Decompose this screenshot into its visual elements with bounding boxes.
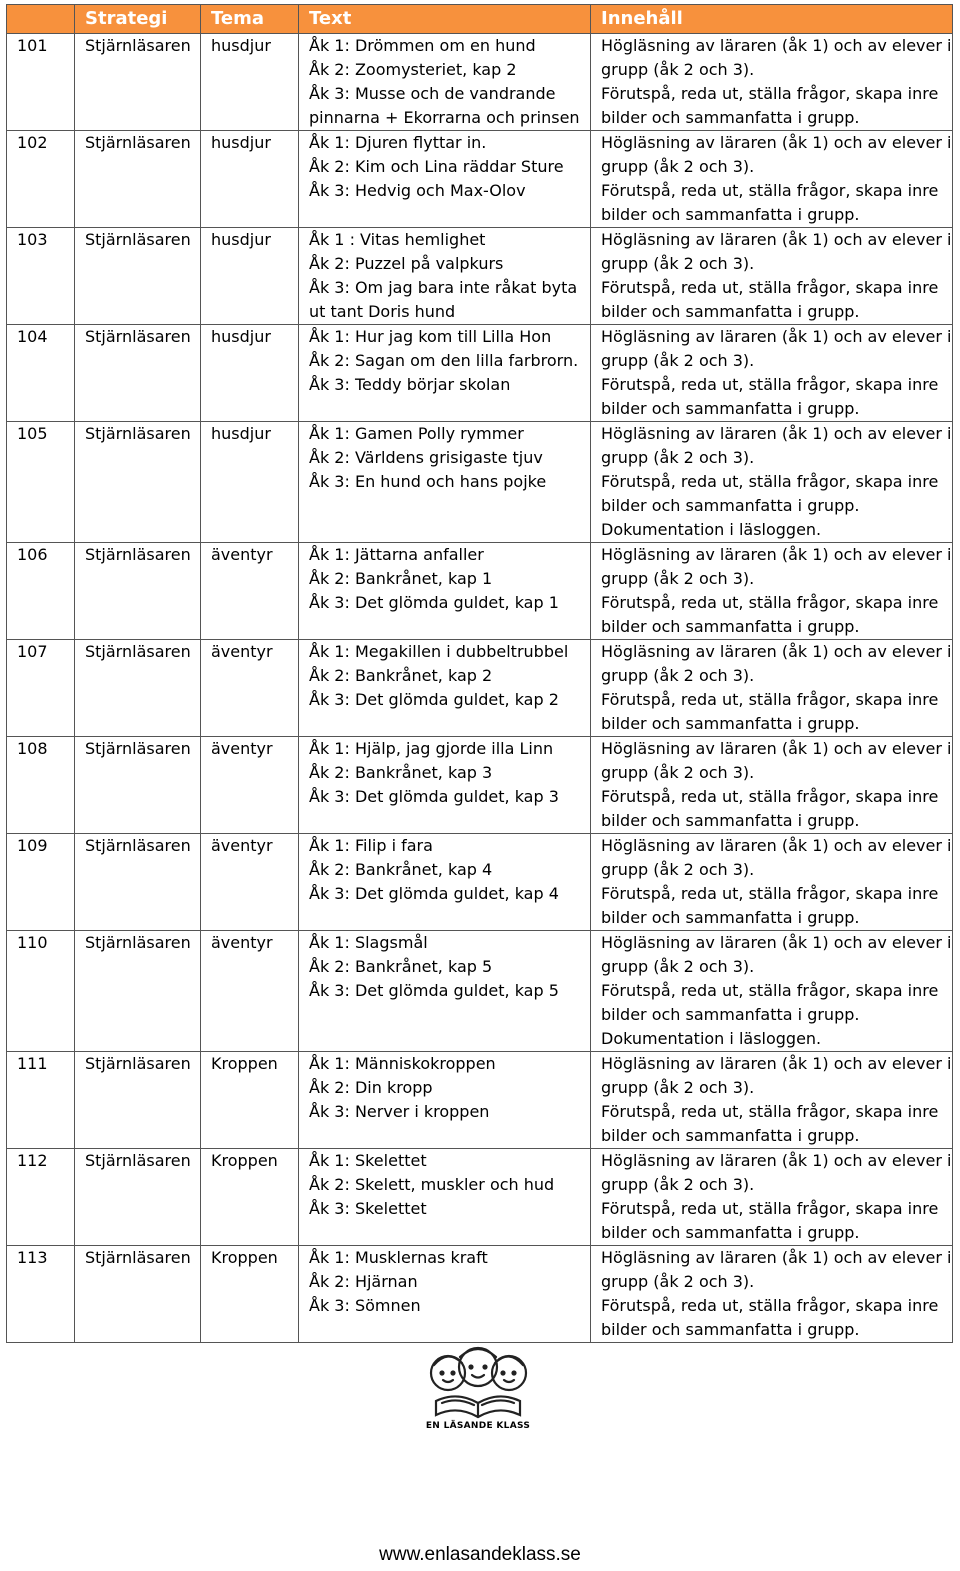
content-line: grupp (åk 2 och 3). — [601, 448, 755, 467]
text-line: Åk 3: Det glömda guldet, kap 2 — [309, 690, 559, 709]
content-line: Förutspå, reda ut, ställa frågor, skapa inre — [601, 472, 939, 491]
row-number: 101 — [7, 34, 75, 131]
content-line: Högläsning av läraren (åk 1) och av elever i — [601, 230, 952, 249]
row-number: 112 — [7, 1149, 75, 1246]
header-tema: Tema — [201, 5, 299, 34]
content-line: Förutspå, reda ut, ställa frågor, skapa inre — [601, 884, 939, 903]
text-line: Åk 2: Skelett, muskler och hud — [309, 1175, 555, 1194]
content-line: Förutspå, reda ut, ställa frågor, skapa inre — [601, 181, 939, 200]
text-line: Åk 2: Världens grisigaste tjuv — [309, 448, 543, 467]
content-line: Förutspå, reda ut, ställa frågor, skapa inre — [601, 690, 939, 709]
content-line: grupp (åk 2 och 3). — [601, 1272, 755, 1291]
content-line: Högläsning av läraren (åk 1) och av elever i — [601, 739, 952, 758]
content-line: grupp (åk 2 och 3). — [601, 957, 755, 976]
text-line: Åk 1: Skelettet — [309, 1151, 427, 1170]
row-strategi: Stjärnläsaren — [75, 422, 201, 543]
text-line: Åk 3: Nerver i kroppen — [309, 1102, 490, 1121]
row-strategi: Stjärnläsaren — [75, 1246, 201, 1343]
content-line: grupp (åk 2 och 3). — [601, 666, 755, 685]
table-row — [7, 543, 953, 640]
content-line: grupp (åk 2 och 3). — [601, 860, 755, 879]
content-line: grupp (åk 2 och 3). — [601, 1175, 755, 1194]
row-innehall — [591, 131, 953, 228]
content-line: bilder och sammanfatta i grupp. — [601, 1126, 860, 1145]
footer-url: www.enlasandeklass.se — [379, 1544, 581, 1565]
text-line: Åk 1: Hjälp, jag gjorde illa Linn — [309, 739, 554, 758]
row-number: 111 — [7, 1052, 75, 1149]
row-number: 105 — [7, 422, 75, 543]
content-line: Högläsning av läraren (åk 1) och av elever i — [601, 642, 952, 661]
text-line: Åk 3: Det glömda guldet, kap 3 — [309, 787, 559, 806]
row-innehall — [591, 1246, 953, 1343]
content-line: Högläsning av läraren (åk 1) och av elever i — [601, 1151, 952, 1170]
row-text — [299, 131, 591, 228]
row-text — [299, 1246, 591, 1343]
table-row — [7, 131, 953, 228]
text-line: Åk 1: Gamen Polly rymmer — [309, 424, 524, 443]
table-row — [7, 1246, 953, 1343]
row-tema: husdjur — [201, 131, 299, 228]
row-text — [299, 543, 591, 640]
text-line: Åk 2: Bankrånet, kap 3 — [309, 763, 493, 782]
content-line: Förutspå, reda ut, ställa frågor, skapa inre — [601, 375, 939, 394]
content-line: Högläsning av läraren (åk 1) och av elever i — [601, 836, 952, 855]
row-strategi: Stjärnläsaren — [75, 640, 201, 737]
row-strategi: Stjärnläsaren — [75, 1052, 201, 1149]
row-tema: äventyr — [201, 931, 299, 1052]
content-line: Högläsning av läraren (åk 1) och av elever i — [601, 1054, 952, 1073]
row-strategi: Stjärnläsaren — [75, 543, 201, 640]
table-row — [7, 422, 953, 543]
text-line: Åk 2: Bankrånet, kap 2 — [309, 666, 493, 685]
text-line: Åk 1: Drömmen om en hund — [309, 36, 536, 55]
content-line: Förutspå, reda ut, ställa frågor, skapa inre — [601, 787, 939, 806]
row-innehall — [591, 543, 953, 640]
content-line: Högläsning av läraren (åk 1) och av elever i — [601, 933, 952, 952]
text-line: Åk 3: Skelettet — [309, 1199, 427, 1218]
row-innehall — [591, 34, 953, 131]
row-number: 104 — [7, 325, 75, 422]
content-line: Dokumentation i läsloggen. — [601, 1029, 822, 1048]
text-line: Åk 3: Teddy börjar skolan — [309, 375, 511, 394]
text-line: Åk 2: Puzzel på valpkurs — [309, 254, 504, 273]
row-strategi: Stjärnläsaren — [75, 131, 201, 228]
row-text — [299, 834, 591, 931]
text-line: Åk 1: Djuren flyttar in. — [309, 133, 487, 152]
content-line: grupp (åk 2 och 3). — [601, 1078, 755, 1097]
row-strategi: Stjärnläsaren — [75, 34, 201, 131]
text-line: Åk 2: Zoomysteriet, kap 2 — [309, 60, 517, 79]
content-line: Högläsning av läraren (åk 1) och av elever i — [601, 36, 952, 55]
content-line: bilder och sammanfatta i grupp. — [601, 108, 860, 127]
text-line: Åk 2: Bankrånet, kap 1 — [309, 569, 493, 588]
content-line: Högläsning av läraren (åk 1) och av elever i — [601, 133, 952, 152]
row-text — [299, 1149, 591, 1246]
content-line: bilder och sammanfatta i grupp. — [601, 496, 860, 515]
table-row — [7, 834, 953, 931]
text-line: Åk 3: Sömnen — [309, 1296, 421, 1315]
row-innehall — [591, 1149, 953, 1246]
content-line: Högläsning av läraren (åk 1) och av elever i — [601, 327, 952, 346]
text-line: Åk 2: Hjärnan — [309, 1272, 418, 1291]
row-text — [299, 931, 591, 1052]
table-row — [7, 228, 953, 325]
row-innehall — [591, 834, 953, 931]
text-line: Åk 1: Slagsmål — [309, 933, 428, 952]
content-line: Förutspå, reda ut, ställa frågor, skapa inre — [601, 1296, 939, 1315]
row-number: 110 — [7, 931, 75, 1052]
row-number: 103 — [7, 228, 75, 325]
table-row — [7, 640, 953, 737]
content-line: bilder och sammanfatta i grupp. — [601, 617, 860, 636]
table-row — [7, 737, 953, 834]
text-line: pinnarna + Ekorrarna och prinsen — [309, 108, 580, 127]
table-row — [7, 1149, 953, 1246]
content-line: grupp (åk 2 och 3). — [601, 569, 755, 588]
row-number: 107 — [7, 640, 75, 737]
row-tema: Kroppen — [201, 1149, 299, 1246]
row-tema: äventyr — [201, 834, 299, 931]
content-line: bilder och sammanfatta i grupp. — [601, 205, 860, 224]
row-strategi: Stjärnläsaren — [75, 1149, 201, 1246]
table-row — [7, 34, 953, 131]
content-line: grupp (åk 2 och 3). — [601, 60, 755, 79]
text-line: Åk 2: Sagan om den lilla farbrorn. — [309, 351, 579, 370]
content-line: bilder och sammanfatta i grupp. — [601, 714, 860, 733]
content-line: Förutspå, reda ut, ställa frågor, skapa inre — [601, 1199, 939, 1218]
row-number: 108 — [7, 737, 75, 834]
text-line: Åk 1: Musklernas kraft — [309, 1248, 488, 1267]
content-line: bilder och sammanfatta i grupp. — [601, 1005, 860, 1024]
text-line: Åk 3: Hedvig och Max-Olov — [309, 181, 526, 200]
row-text — [299, 34, 591, 131]
text-line: Åk 3: Om jag bara inte råkat byta — [309, 278, 578, 297]
row-text — [299, 737, 591, 834]
row-text — [299, 325, 591, 422]
row-number: 102 — [7, 131, 75, 228]
row-tema: Kroppen — [201, 1246, 299, 1343]
header-text: Text — [299, 5, 591, 34]
header-innehall: Innehåll — [591, 5, 953, 34]
row-strategi: Stjärnläsaren — [75, 228, 201, 325]
row-strategi: Stjärnläsaren — [75, 834, 201, 931]
row-tema: Kroppen — [201, 1052, 299, 1149]
row-innehall — [591, 737, 953, 834]
row-innehall — [591, 422, 953, 543]
text-line: Åk 2: Bankrånet, kap 4 — [309, 860, 493, 879]
text-line: Åk 3: En hund och hans pojke — [309, 472, 547, 491]
text-line: Åk 2: Din kropp — [309, 1078, 433, 1097]
row-number: 113 — [7, 1246, 75, 1343]
content-line: grupp (åk 2 och 3). — [601, 254, 755, 273]
text-line: ut tant Doris hund — [309, 302, 456, 321]
row-tema: husdjur — [201, 325, 299, 422]
text-line: Åk 3: Det glömda guldet, kap 1 — [309, 593, 559, 612]
row-tema: äventyr — [201, 737, 299, 834]
content-line: bilder och sammanfatta i grupp. — [601, 399, 860, 418]
content-line: Förutspå, reda ut, ställa frågor, skapa inre — [601, 84, 939, 103]
row-tema: husdjur — [201, 228, 299, 325]
content-line: bilder och sammanfatta i grupp. — [601, 811, 860, 830]
row-text — [299, 640, 591, 737]
text-line: Åk 3: Det glömda guldet, kap 4 — [309, 884, 559, 903]
content-line: Högläsning av läraren (åk 1) och av elever i — [601, 1248, 952, 1267]
row-innehall — [591, 325, 953, 422]
content-line: bilder och sammanfatta i grupp. — [601, 1320, 860, 1339]
content-line: Förutspå, reda ut, ställa frågor, skapa inre — [601, 593, 939, 612]
row-tema: husdjur — [201, 422, 299, 543]
content-line: grupp (åk 2 och 3). — [601, 763, 755, 782]
content-line: bilder och sammanfatta i grupp. — [601, 1223, 860, 1242]
row-innehall — [591, 228, 953, 325]
content-line: Förutspå, reda ut, ställa frågor, skapa inre — [601, 1102, 939, 1121]
row-strategi: Stjärnläsaren — [75, 325, 201, 422]
content-line: bilder och sammanfatta i grupp. — [601, 302, 860, 321]
content-line: Förutspå, reda ut, ställa frågor, skapa inre — [601, 278, 939, 297]
content-line: grupp (åk 2 och 3). — [601, 157, 755, 176]
table-row — [7, 325, 953, 422]
text-line: Åk 1: Megakillen i dubbeltrubbel — [309, 642, 569, 661]
row-innehall — [591, 1052, 953, 1149]
row-innehall — [591, 640, 953, 737]
table-row — [7, 1052, 953, 1149]
row-strategi: Stjärnläsaren — [75, 931, 201, 1052]
content-line: Högläsning av läraren (åk 1) och av elever i — [601, 545, 952, 564]
row-text — [299, 422, 591, 543]
text-line: Åk 1: Filip i fara — [309, 836, 433, 855]
text-line: Åk 1: Hur jag kom till Lilla Hon — [309, 327, 552, 346]
content-line: Förutspå, reda ut, ställa frågor, skapa inre — [601, 981, 939, 1000]
content-line: bilder och sammanfatta i grupp. — [601, 908, 860, 927]
row-tema: äventyr — [201, 640, 299, 737]
text-line: Åk 3: Det glömda guldet, kap 5 — [309, 981, 559, 1000]
text-line: Åk 1: Jättarna anfaller — [309, 545, 484, 564]
row-tema: husdjur — [201, 34, 299, 131]
text-line: Åk 3: Musse och de vandrande — [309, 84, 556, 103]
text-line: Åk 1 : Vitas hemlighet — [309, 230, 486, 249]
row-text — [299, 1052, 591, 1149]
content-line: grupp (åk 2 och 3). — [601, 351, 755, 370]
text-line: Åk 1: Människokroppen — [309, 1054, 496, 1073]
reading-plan-table — [6, 4, 953, 1343]
row-strategi: Stjärnläsaren — [75, 737, 201, 834]
text-line: Åk 2: Kim och Lina räddar Sture — [309, 157, 564, 176]
row-number: 106 — [7, 543, 75, 640]
table-row — [7, 931, 953, 1052]
table-header-row — [7, 5, 953, 34]
row-tema: äventyr — [201, 543, 299, 640]
row-text — [299, 228, 591, 325]
content-line: Högläsning av läraren (åk 1) och av elever i — [601, 424, 952, 443]
text-line: Åk 2: Bankrånet, kap 5 — [309, 957, 493, 976]
header-number — [7, 5, 75, 34]
row-innehall — [591, 931, 953, 1052]
header-strategi: Strategi — [75, 5, 201, 34]
content-line: Dokumentation i läsloggen. — [601, 520, 822, 539]
logo-text: EN LÄSANDE KLASS — [425, 1421, 531, 1431]
row-number: 109 — [7, 834, 75, 931]
